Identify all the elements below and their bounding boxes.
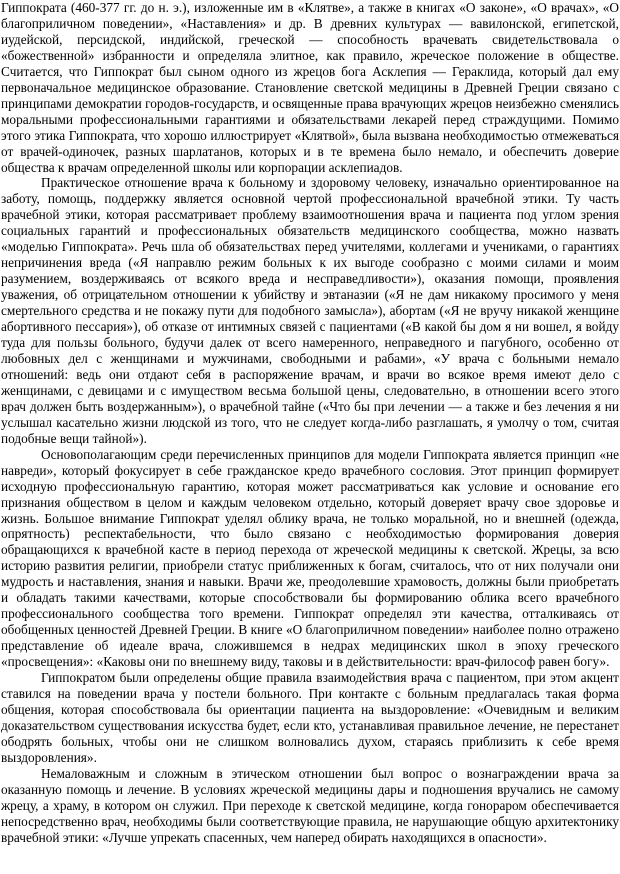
paragraph-4: Гиппократом были определены общие правила взаимодействия врача с пациентом, при этом акцент ставился на поведении врача у постели больного. При контакте с больным предлагалась такая форма общения, которая способствовала бы ориентации пациента на выздоровление: «Очевидным и великим доказательством существования искусства будет, если кто, устанавливая правильное лечение, не перестанет ободрять больных, чтобы они не слишком волновались духом, стараясь приблизить к себе время выздоровления». (1, 670, 619, 765)
paragraph-3: Основополагающим среди перечисленных принципов для модели Гиппократа является принцип «не навреди», который фокусирует в себе гражданское кредо врачебного сословия. Этот принцип формирует исходную профессиональную гарантию, которая может рассматриваться как условие и основание его признания обществом в целом и каждым человеком отдельно, который доверяет врачу свое здоровье и жизнь. Большое внимание Гиппократ уделял облику врача, не только моральной, но и внешней (одежда, опрятность) респектабельности, что было связано с необходимостью формирования доверия обращающихся к врачебной касте в период перехода от жреческой медицины к светской. Жрецы, за всю историю развития религии, приобрели статус приближенных к богам, считалось, что от них получали они мудрость и наставления, знания и навыки. Врачи же, преодолевшие храмовость, должны были приобретать и обладать такими качествами, которые способствовали бы формированию облика всего врачебного профессионального сообщества того времени. Гиппократ определял эти качества, отталкиваясь от обобщенных ценностей Древней Греции. В книге «О благоприличном поведении» наиболее полно отражено представление об идеале врача, сложившемся в недрах медицинских школ в эпоху греческого «просвещения»: «Каковы они по внешнему виду, таковы и в действительности: врач-философ равен богу». (1, 446, 619, 670)
document-page (1, 0, 619, 846)
paragraph-5: Немаловажным и сложным в этическом отношении был вопрос о вознаграждении врача за оказанную помощь и лечение. В условиях жреческой медицины дары и подношения вручались не самому жрецу, а храму, в котором он служил. При переходе к светской медицине, когда гонораром обеспечивается непосредственно врач, необходимы были соответствующие правила, не нарушающие общую архитектонику врачебной этики: «Лучше упрекать спасенных, чем наперед обирать находящихся в опасности». (1, 765, 619, 845)
paragraph-1: Гиппократа (460-377 гг. до н. э.), изложенные им в «Клятве», а также в книгах «О законе», «О врачах», «О благоприличном поведении», «Наставления» и др. В древних культурах — вавилонской, египетской, иудейской, персидской, индийской, греческой — способность врачевать свидетельствовала о «божественной» избранности и определяла элитное, как правило, жреческое положение в обществе. Считается, что Гиппократ был сыном одного из жрецов бога Асклепия — Гераклида, который дал ему первоначальное медицинское образование. Становление светской медицины в Древней Греции связано с принципами демократии городов-государств, и освященные права врачующих жрецов неизбежно сменялись моральными профессиональными гарантиями и обязательствами лекарей перед страждущими. Помимо этого этика Гиппократа, что хорошо иллюстрирует «Клятвой», была вызвана необходимостью отмежеваться от врачей-одиночек, разных шарлатанов, которых и в те времена было немало, и обеспечить доверие общества к врачам определенной школы или корпорации асклепиадов. (1, 0, 619, 175)
paragraph-2: Практическое отношение врача к больному и здоровому человеку, изначально ориентированное на заботу, помощь, поддержку является основной чертой профессиональной врачебной этики. Ту часть врачебной этики, которая рассматривает проблему взаимоотношения врача и пациента под углом зрения социальных гарантий и профессиональных обязательств медицинского сообщества, можно назвать «моделью Гиппократа». Речь шла об обязательствах перед учителями, коллегами и учениками, о гарантиях непричинения вреда («Я направлю режим больных к их выгоде сообразно с моими силами и моим разумением, воздерживаясь от всякого вреда и несправедливости»), оказания помощи, проявления уважения, об отрицательном отношении к убийству и эвтаназии («Я не дам никакому просимого у меня смертельного средства и не покажу пути для подобного замысла»), абортам («Я не вручу никакой женщине абортивного пессария»), об отказе от интимных связей с пациентами («В какой бы дом я ни вошел, я войду туда для пользы больного, будучи далек от всего намеренного, неправедного и пагубного, особенно от любовных дел с женщинами и мужчинами, свободными и рабами», «У врача с больными немало отношений: ведь они отдают себя в распоряжение врачам, и врачи во всякое время имеют дело с женщинами, с девицами и с имуществом весьма большой цены, следовательно, в отношении всего этого врач должен быть воздержанным»), о врачебной тайне («Что бы при лечении — а также и без лечения я ни услышал касательно жизни людской из того, что не следует когда-либо разглашать, я умолчу о том, считая подобные вещи тайной»). (1, 175, 619, 446)
